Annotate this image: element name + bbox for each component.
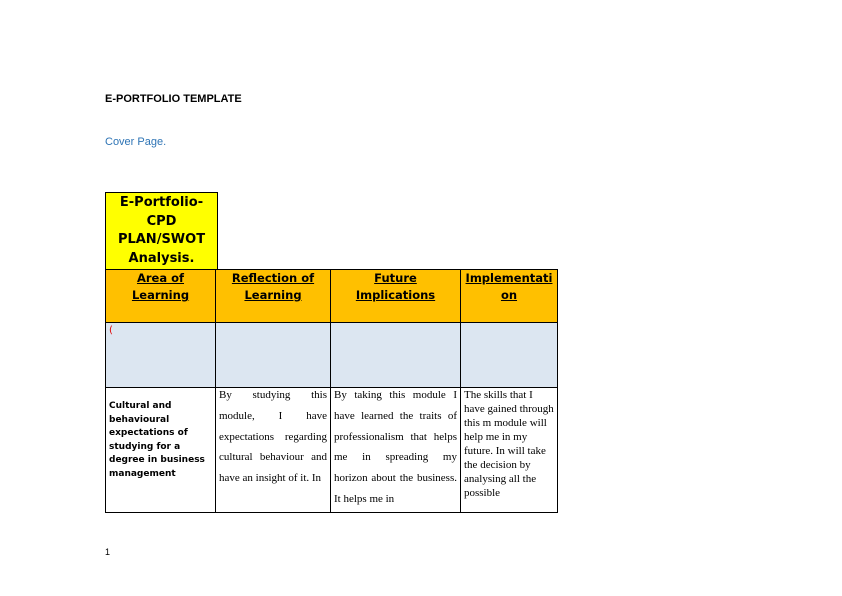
- cell-reflection-of-learning: [216, 388, 331, 513]
- header-reflection-of-learning: Reflection of Learning: [216, 270, 331, 323]
- header-area-of-learning: Area of Learning: [106, 270, 216, 323]
- portfolio-title-box: E-Portfolio-CPD PLAN/SWOT Analysis.: [105, 192, 218, 270]
- cell-implementation: [461, 388, 558, 513]
- header-future-implications: Future Implications: [331, 270, 461, 323]
- area-text: Cultural and behavioural expectations of studying for a degree in business management: [109, 401, 205, 479]
- document-title: E-PORTFOLIO TEMPLATE: [105, 93, 242, 105]
- cell-future-implications: [331, 388, 461, 513]
- placeholder-cell-reflection: [216, 323, 331, 388]
- header-implementation: Implementation: [461, 270, 558, 323]
- placeholder-cell-future: [331, 323, 461, 388]
- placeholder-cell-area: [106, 323, 216, 388]
- reflection-text: By studying this module, I have expectations regarding cultural behaviour and have an insight of it. In: [219, 389, 327, 485]
- placeholder-cell-implementation: [461, 323, 558, 388]
- table-row: [106, 388, 558, 513]
- cover-page-label: Cover Page.: [105, 136, 167, 148]
- implementation-text: The skills that I have gained through this m module will help me in my future. In will take the decision by analysing all the possible: [464, 389, 554, 499]
- cell-area-of-learning: [106, 388, 216, 513]
- table-header-row: [106, 270, 558, 323]
- page-number: 1: [105, 547, 111, 557]
- future-text: By taking this module I have learned the traits of professionalism that helps me in spreading my horizon about the business. It helps me in: [334, 389, 457, 505]
- placeholder-row: [106, 323, 558, 388]
- cpd-plan-table: [105, 269, 558, 513]
- placeholder-paren: (: [109, 325, 113, 336]
